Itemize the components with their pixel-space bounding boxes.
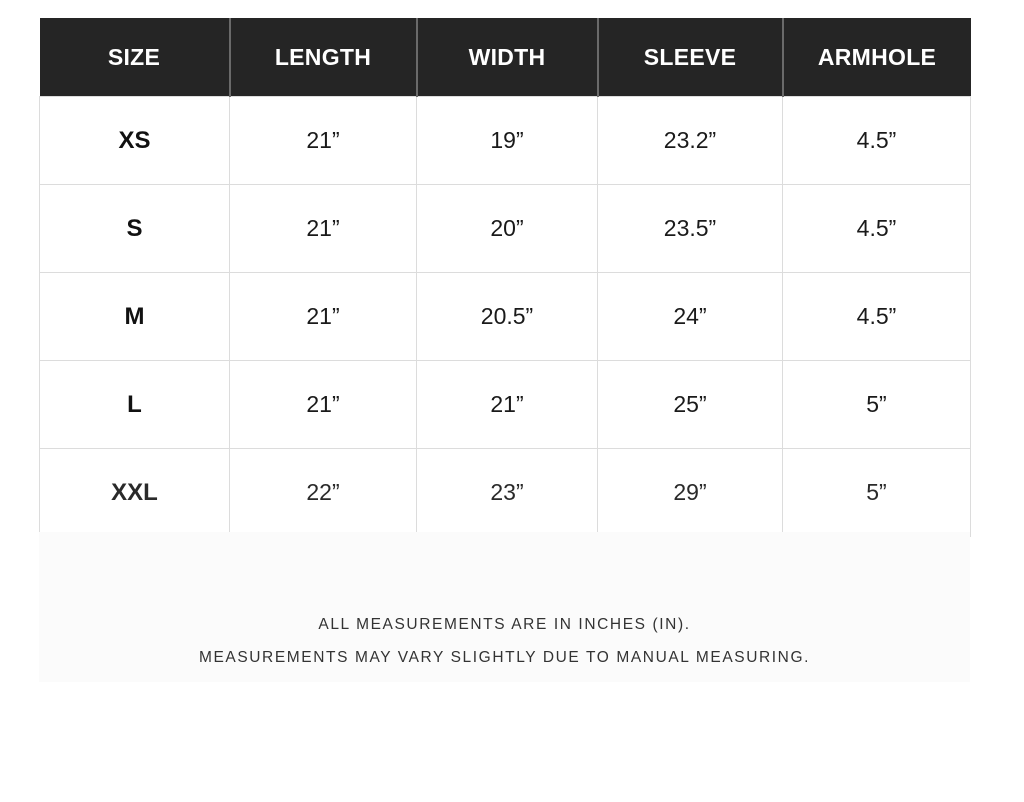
- length-cell: 21”: [230, 185, 417, 273]
- sleeve-cell: 29”: [598, 449, 783, 537]
- width-cell: 20.5”: [417, 273, 598, 361]
- size-cell: XS: [40, 97, 230, 185]
- armhole-cell: 4.5”: [783, 185, 971, 273]
- header-sleeve: SLEEVE: [598, 18, 783, 97]
- size-chart-table: [39, 18, 971, 537]
- header-size: SIZE: [40, 18, 230, 97]
- length-cell: 21”: [230, 97, 417, 185]
- size-cell: XXL: [40, 449, 230, 537]
- sleeve-cell: 25”: [598, 361, 783, 449]
- sleeve-cell: 24”: [598, 273, 783, 361]
- table-row-xxl: [40, 449, 971, 537]
- table-row-xs: [40, 97, 971, 185]
- width-cell: 23”: [417, 449, 598, 537]
- armhole-cell: 5”: [783, 449, 971, 537]
- sleeve-cell: 23.5”: [598, 185, 783, 273]
- length-cell: 21”: [230, 361, 417, 449]
- length-cell: 22”: [230, 449, 417, 537]
- width-cell: 21”: [417, 361, 598, 449]
- length-cell: 21”: [230, 273, 417, 361]
- note-variance: MEASUREMENTS MAY VARY SLIGHTLY DUE TO MANUAL MEASURING.: [198, 649, 811, 666]
- header-length: LENGTH: [230, 18, 417, 97]
- size-cell: S: [40, 185, 230, 273]
- note-units: ALL MEASUREMENTS ARE IN INCHES (IN).: [318, 616, 691, 633]
- size-cell: M: [40, 273, 230, 361]
- armhole-cell: 4.5”: [783, 273, 971, 361]
- header-row: [40, 18, 971, 97]
- armhole-cell: 5”: [783, 361, 971, 449]
- sleeve-cell: 23.2”: [598, 97, 783, 185]
- table-row-l: [40, 361, 971, 449]
- table-row-m: [40, 273, 971, 361]
- table-row-s: [40, 185, 971, 273]
- armhole-cell: 4.5”: [783, 97, 971, 185]
- header-armhole: ARMHOLE: [783, 18, 971, 97]
- width-cell: 19”: [417, 97, 598, 185]
- header-width: WIDTH: [417, 18, 598, 97]
- width-cell: 20”: [417, 185, 598, 273]
- size-cell: L: [40, 361, 230, 449]
- measurement-notes: [39, 532, 970, 682]
